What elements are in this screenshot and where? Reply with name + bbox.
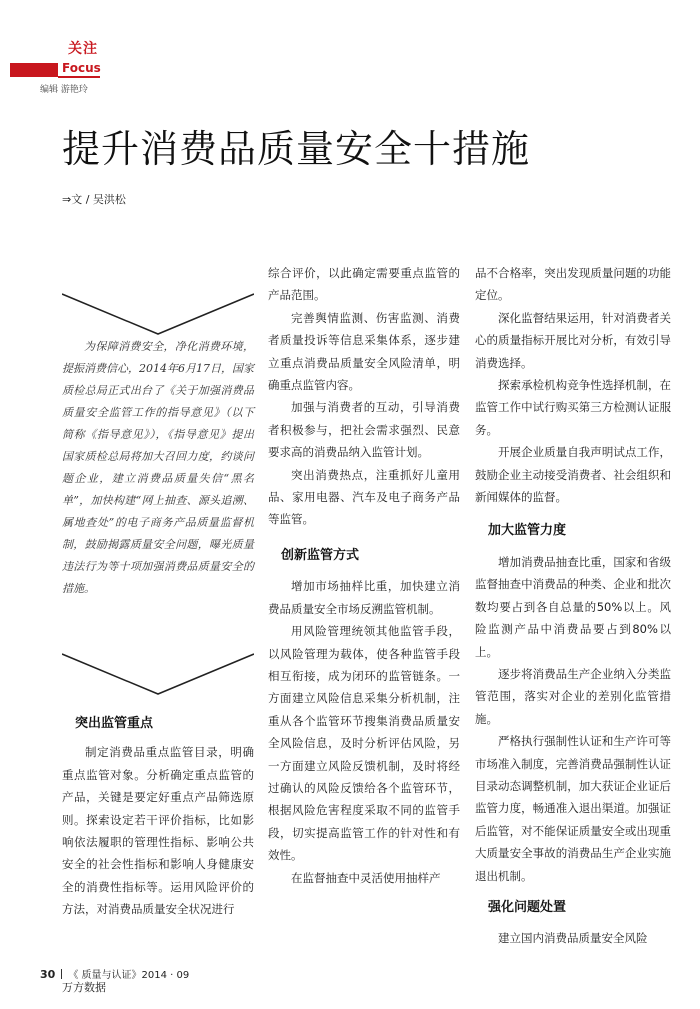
paragraph: 建立国内消费品质量安全风险 [498,931,648,946]
editor-credit: 编辑 游艳玲 [40,85,88,95]
abstract [62,336,254,600]
heading-increase-supervision: 加大监管力度 [488,523,567,539]
paragraph: 加强与消费者的互动，引导消费者积极参与，把社会需求强烈、民意要求高的消费品纳入监管计划。 [268,400,460,460]
paragraph: 用风险管理统领其他监管手段，以风险管理为载体，使各种监管手段相互衔接，成为闭环的监管链条。一方面建立风险信息采集分析机制，注重从各个监管环节搜集消费品质量安全风险信息，及时分析评估风险，另一方面建立风险反馈机制，及时将经过确认的风险反馈给各个监管环节，根据风险危害程度采取不同的监管手段，切实提高监管工作的针对性和有效性。 [268,624,460,863]
paragraph: 增加消费品抽查比重，国家和省级监督抽查中消费品的种类、企业和批次数均要占到各自总量的50%以上。风险监测产品中消费品要占到80%以上。 [475,554,671,659]
article-title: 提升消费品质量安全十措施 [62,127,531,171]
page-number: 30 [40,968,56,981]
abstract-top-chevron [62,292,254,336]
heading-highlight-focus: 突出监管重点 [75,716,154,731]
section-subtitle: Focus [62,61,101,75]
footer-divider [61,969,62,979]
paragraph: 探索承检机构竞争性选择机制，在监管工作中试行购买第三方检测认证服务。 [475,378,671,437]
paragraph: 增加市场抽样比重，加快建立消费品质量安全市场反溯监管机制。 [268,579,460,616]
section-marker-bar [10,63,58,77]
paragraph: 逐步将消费品生产企业纳入分类监管范围，落实对企业的差别化监管措施。 [475,666,671,726]
paragraph: 开展企业质量自我声明试点工作，鼓励企业主动接受消费者、社会组织和新闻媒体的监督。 [475,445,671,505]
heading-innovate-methods: 创新监管方式 [281,547,360,563]
heading-handle-problems: 强化问题处置 [488,899,567,915]
source-watermark: 万方数据 [62,981,106,994]
paragraph: 严格执行强制性认证和生产许可等市场准入制度，完善消费品强制性认证目录动态调整机制，加大获证企业证后监管力度，畅通准入退出渠道。加强证后监管，对不能保证质量安全或出现重大质量安全事故的消费品生产企业实施退出机制。 [475,734,671,883]
paragraph: 完善舆情监测、伤害监测、消费者质量投诉等信息采集体系，逐步建立重点消费品质量安全风险清单，明确重点监管内容。 [268,310,460,393]
column-1 [62,713,254,921]
paragraph: 突出消费热点，注重抓好儿童用品、家用电器、汽车及电子商务产品等监管。 [268,467,460,527]
section-title: 关注 [68,41,98,57]
abstract-text: 为保障消费安全，净化消费环境，提振消费信心，2014年6月17日，国家质检总局正式出台了《关于加强消费品质量安全监管工作的指导意见》（以下简称《指导意见》），《指导意见》提出国家质检总局将加大召回力度，约谈问题企业，建立消费品质量失信“黑名单”，加快构建“网上抽查、源头追溯、属地查处”的电子商务产品质量监督机制，鼓励揭露质量安全问题，曝光质量违法行为等十项加强消费品质量安全的措施。 [62,340,254,595]
paragraph: 深化监督结果运用，针对消费者关心的质量指标开展比对分析，有效引导消费选择。 [475,310,671,370]
paragraph: 综合评价，以此确定需要重点监管的产品范围。 [268,266,460,303]
column-2 [268,262,460,889]
header-divider [58,76,100,78]
article-byline: ⇒文 / 吴洪松 [62,193,126,206]
column-3 [475,262,671,950]
journal-name: 《 质量与认证》2014 · 09 [68,970,190,981]
paragraph: 在监督抽查中灵活使用抽样产 [291,870,441,885]
abstract-bottom-chevron [62,652,254,696]
paragraph: 品不合格率，突出发现质量问题的功能定位。 [475,266,671,303]
paragraph: 制定消费品重点监管目录，明确重点监管对象。分析确定重点监管的产品，关键是要定好重点产品筛选原则。探索设定若干评价指标，比如影响依法履职的管理性指标、影响公共安全的社会性指标和影响人身健康安全的消费性指标等。运用风险评价的方法，对消费品质量安全状况进行 [62,745,254,917]
